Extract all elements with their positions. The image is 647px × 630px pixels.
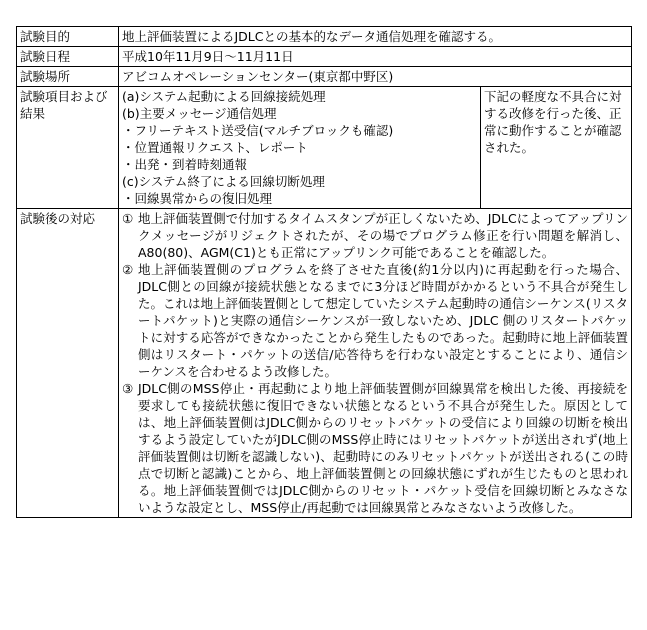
schedule-value: 平成10年11月9日～11月11日 bbox=[119, 47, 632, 67]
purpose-label: 試験目的 bbox=[17, 27, 119, 47]
response-item-number: ① bbox=[122, 211, 134, 226]
location-row bbox=[17, 67, 632, 87]
response-item bbox=[122, 380, 628, 516]
result-line: (a)システム起動による回線接続処理 bbox=[122, 89, 326, 104]
location-value: アビコムオペレーションセンター(東京都中野区) bbox=[119, 67, 632, 87]
response-label: 試験後の対応 bbox=[17, 209, 119, 518]
items-row bbox=[17, 87, 632, 209]
location-label: 試験場所 bbox=[17, 67, 119, 87]
result-line: ・出発・到着時刻通報 bbox=[122, 157, 248, 172]
result-line: (b)主要メッセージ通信処理 bbox=[122, 106, 277, 121]
schedule-label: 試験日程 bbox=[17, 47, 119, 67]
items-label: 試験項目および結果 bbox=[17, 87, 119, 209]
result-line: ・フリーテキスト送受信(マルチブロックも確認) bbox=[122, 123, 394, 138]
response-content bbox=[119, 209, 632, 518]
items-results bbox=[119, 87, 481, 209]
response-item bbox=[122, 210, 628, 261]
purpose-value: 地上評価装置によるJDLCとの基本的なデータ通信処理を確認する。 bbox=[119, 27, 632, 47]
response-item bbox=[122, 261, 628, 380]
response-item-number: ② bbox=[122, 262, 134, 277]
purpose-row bbox=[17, 27, 632, 47]
response-item-number: ③ bbox=[122, 381, 134, 396]
result-line: (c)システム終了による回線切断処理 bbox=[122, 174, 325, 189]
response-item-text: 地上評価装置側のプログラムを終了させた直後(約1分以内)に再起動を行った場合、JDLC側との回線が接続状態となるまでに3分ほど時間がかかるという不具合が発生した。これは地上評価装置側として想定していたシステム起動時の通信シーケンス(リスタートパケット)と実際の通信シーケンスが一致しないため、JDLC 側のリスタートパケットに対する応答ができなかったことから発生したものであった。起動時に地上評価装置側はリスタート・パケットの送信/応答待ちを行わない設定とすることにより、通信シーケンスを合わせるよう改修した。 bbox=[138, 262, 629, 379]
response-item-text: 地上評価装置側で付加するタイムスタンプが正しくないため、JDLCによってアップリンクメッセージがリジェクトされたが、その場でプログラム修正を行い問題を解消し、A80(80)、AGM(C1)とも正常にアップリンク可能であることを確認した。 bbox=[138, 211, 629, 260]
items-note: 下記の軽度な不具合に対する改修を行った後、正常に動作することが確認された。 bbox=[481, 87, 632, 209]
result-line: ・位置通報リクエスト、レポート bbox=[122, 140, 308, 155]
test-report-table bbox=[16, 26, 632, 518]
response-row bbox=[17, 209, 632, 518]
response-item-text: JDLC側のMSS停止・再起動により地上評価装置側が回線異常を検出した後、再接続を要求しても接続状態に復旧できない状態となるという不具合が発生した。原因としては、地上評価装置側はJDLC側からのリセットパケットの受信により回線の切断を検出するよう設定していたがJDLC側のMSS停止時にはリセットパケットが送出されず(地上評価装置側は切断を認識しない)、起動時にのみリセットパケットが送出される(この時点で切断と認識)ことから、地上評価装置側との回線状態にずれが生じたものと思われる。地上評価装置側ではJDLC側からのリセット・パケット受信を回線切断とみなさないような設定とし、MSS停止/再起動では回線異常とみなさないよう改修した。 bbox=[138, 381, 629, 515]
schedule-row bbox=[17, 47, 632, 67]
result-line: ・回線異常からの復旧処理 bbox=[122, 191, 273, 206]
